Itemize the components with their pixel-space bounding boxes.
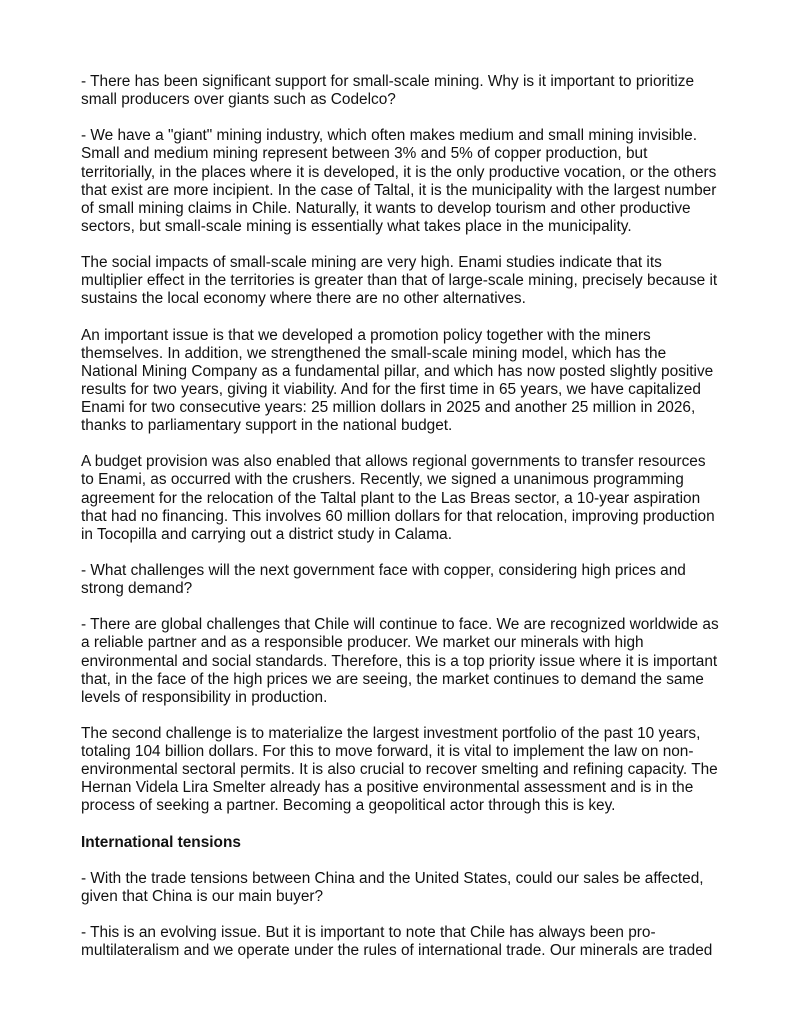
section-heading: International tensions (81, 833, 241, 851)
answer-global-challenges: - There are global challenges that Chile will continue to face. We are recognized worldwide as a reliable partner and as a responsible producer. We market our minerals with high environmental and social standards. Therefore, this is a top priority issue where it is important that, in the face of the high prices we are seeing, the market continues to demand the same levels of responsibility in production. (81, 616, 719, 706)
document-page (81, 73, 721, 979)
paragraph-budget-provision: A budget provision was also enabled that allows regional governments to transfer resources to Enami, as occurred with the crushers. Recently, we signed a unanimous programming agreement for the relocation of the Taltal plant to the Las Breas sector, a 10-year aspiration that had no financing. This involves 60 million dollars for that relocation, improving production in Tocopilla and carrying out a district study in Calama. (81, 453, 715, 543)
answer-evolving-issue: - This is an evolving issue. But it is important to note that Chile has always been pro-multilateralism and we operate under the rules of international trade. Our minerals are traded (81, 924, 713, 960)
paragraph-promotion-policy: An important issue is that we developed a promotion policy together with the miners themselves. In addition, we strengthened the small-scale mining model, which has the National Mining Company as a fundamental pillar, and which has now posted slightly positive results for two years, giving it viability. And for the first time in 65 years, we have capitalized Enami for two consecutive years: 25 million dollars in 2025 and another 25 million in 2026, thanks to parliamentary support in the national budget. (81, 326, 714, 435)
question-next-government-challenges: - What challenges will the next government face with copper, considering high prices and strong demand? (81, 562, 686, 598)
answer-giant-mining-industry: - We have a "giant" mining industry, which often makes medium and small mining invisible. Small and medium mining represent between 3% and 5% of copper production, but territorially, in the places where it is developed, it is the only productive vocation, or the others that exist are more incipient. In the case of Taltal, it is the municipality with the largest number of small mining claims in Chile. Naturally, it wants to develop tourism and other productive sectors, but small-scale mining is essentially what takes place in the municipality. (81, 127, 717, 235)
paragraph-second-challenge: The second challenge is to materialize the largest investment portfolio of the past 10 years, totaling 104 billion dollars. For this to move forward, it is vital to implement the law on non-environmental sectoral permits. It is also crucial to recover smelting and refining capacity. The Hernan Videla Lira Smelter already has a positive environmental assessment and is in the process of seeking a partner. Becoming a geopolitical actor through this is key. (81, 725, 718, 815)
paragraph-social-impacts: The social impacts of small-scale mining are very high. Enami studies indicate that its multiplier effect in the territories is greater than that of large-scale mining, precisely because it sustains the local economy where there are no other alternatives. (81, 254, 718, 308)
question-trade-tensions: - With the trade tensions between China and the United States, could our sales be affected, given that China is our main buyer? (81, 869, 704, 906)
question-small-scale-mining: - There has been significant support for small-scale mining. Why is it important to prioritize small producers over giants such as Codelco? (81, 73, 695, 109)
